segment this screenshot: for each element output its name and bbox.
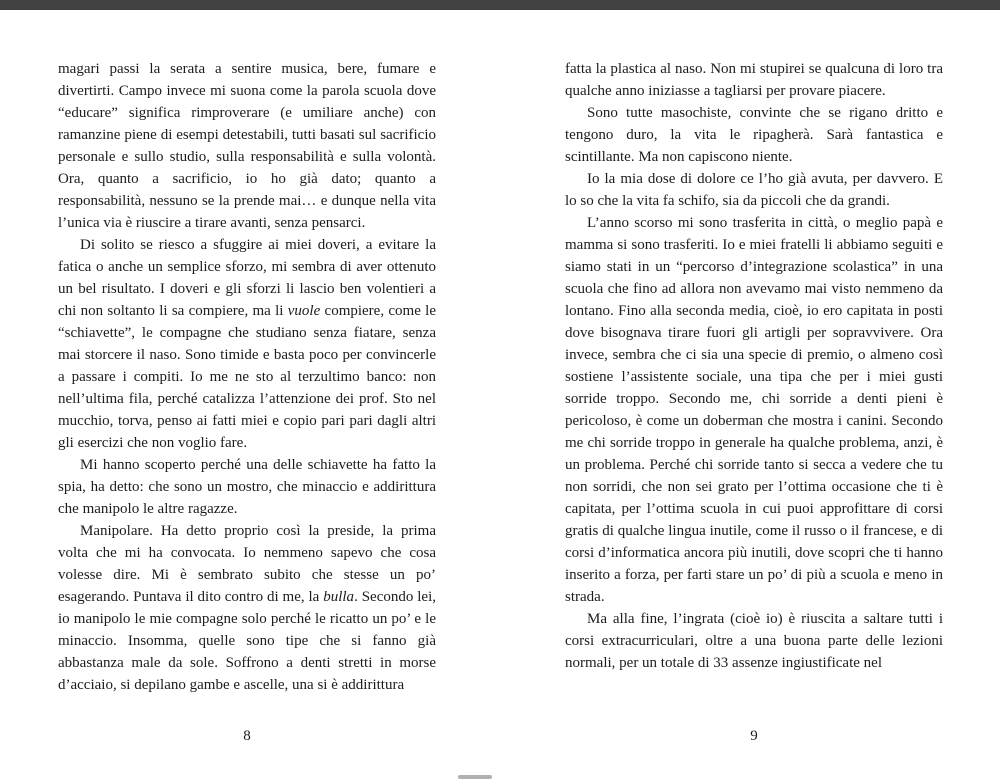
paragraph — [565, 168, 943, 212]
text-run: Manipolare. Ha detto proprio così la preside, la prima volta che mi ha convocata. Io nemmeno sapevo che cosa volesse dire. Mi è sembrato subito che stesse un po’ esagerando. Puntava il dito contro di me, la — [58, 523, 436, 605]
paragraph — [565, 608, 943, 674]
paragraph — [565, 58, 943, 102]
book-spread — [0, 10, 1000, 744]
page-left-text — [58, 58, 436, 722]
paragraph — [58, 234, 436, 454]
italic-text-run: vuole — [287, 303, 321, 319]
italic-text-run: bulla — [323, 589, 355, 605]
text-run: Sono tutte masochiste, convinte che se rigano dritto e tengono duro, la vita le ripagherà. Sarà fantastica e scintillante. Ma non capiscono niente. — [565, 105, 943, 165]
text-run: L’anno scorso mi sono trasferita in città, o meglio papà e mamma si sono trasferiti. Io e miei fratelli li abbiamo seguiti e siamo stati in un “percorso d’integrazione scolastica” in una scuola che fino ad allora non avevamo mai visto nemmeno da lontano. Fino alla seconda media, cioè, io ero capitata in posti dove bisognava tirare fuori gli artigli per sopravvivere. Ora invece, sembra che ci sia una specie di premio, o almeno così sostiene l’assistente sociale, una tipa che per i miei gusti sorride troppo. Secondo me, chi sorride a denti pieni è pericoloso, è come un doberman che mostra i canini. Secondo me chi sorride troppo in generale ha qualche problema, anzi, è un problema. Perché chi sorride tanto si secca a vedere che tu non sorridi, che non sei grato per l’ottima occasione che ti è capitata, per l’ottima scuola in cui puoi approfittare di corsi gratis di qualche lingua inutile, come il russo o il francese, e di corsi d’informatica ancora più inutili, dove scopri che ti hanno inserito a forza, per farti stare un po’ di più a scuola e meno in strada. — [565, 215, 943, 605]
page-left — [58, 10, 436, 744]
paragraph — [565, 102, 943, 168]
text-run: fatta la plastica al naso. Non mi stupirei se qualcuna di loro tra qualche anno iniziasse a tagliarsi per provare piacere. — [565, 61, 943, 99]
text-run: magari passi la serata a sentire musica, bere, fumare e divertirti. Campo invece mi suona come la parola scuola dove “educare” significa rimproverare (e umiliare anche) con ramanzine piene di esempi detestabili, tutti basati sul sacrificio personale e sullo studio, sulla responsabilità e sulla volontà. Ora, quanto a sacrificio, io ho già dato; quanto a responsabilità, nessuno se la prende mai… e dunque nella vita l’unica via è riuscire a tirare avanti, senza pensarci. — [58, 61, 436, 231]
reader-top-bar — [0, 0, 1000, 10]
text-run: Di solito se riesco a sfuggire ai miei doveri, a evitare la fatica o anche un semplice sforzo, mi sembra di aver ottenuto un bel risultato. I doveri e gli sforzi li lascio ben volentieri a chi non soltanto li sa compiere, ma li — [58, 237, 436, 319]
text-run: Mi hanno scoperto perché una delle schiavette ha fatto la spia, ha detto: che sono un mostro, che minaccio e addirittura che manipolo le altre ragazze. — [58, 457, 436, 517]
paragraph — [58, 454, 436, 520]
paragraph — [58, 520, 436, 696]
text-run: Ma alla fine, l’ingrata (cioè io) è riuscita a saltare tutti i corsi extracurriculari, oltre a una buona parte delle lezioni normali, per un totale di 33 assenze ingiustificate nel — [565, 611, 943, 671]
page-right-text — [565, 58, 943, 722]
page-right — [565, 10, 943, 744]
paragraph — [58, 58, 436, 234]
page-right-number: 9 — [750, 728, 758, 744]
text-run: compiere, come le “schiavette”, le compagne che studiano senza fiatare, senza mai storcere il naso. Sono timide e basta poco per convincerle a passare i compiti. Io me ne sto al terzultimo banco: non nell’ultima fila, perché catalizza l’attenzione dei prof. Sto nel mucchio, torva, penso ai fatti miei e copio pari pari dagli altri gli esercizi che non voglio fare. — [58, 303, 436, 451]
page-left-number: 8 — [243, 728, 251, 744]
text-run: Io la mia dose di dolore ce l’ho già avuta, per davvero. E lo so che la vita fa schifo, sia da piccoli che da grandi. — [565, 171, 943, 209]
text-run: . Secondo lei, io manipolo le mie compagne solo perché le ricatto un po’ e le minaccio. Insomma, quelle sono tipe che si fanno già abbastanza male da sole. Soffrono a denti stretti in morse d’acciaio, si depilano gambe e ascelle, una si è addirittura — [58, 589, 436, 693]
reading-progress-indicator[interactable] — [458, 775, 492, 779]
paragraph — [565, 212, 943, 608]
